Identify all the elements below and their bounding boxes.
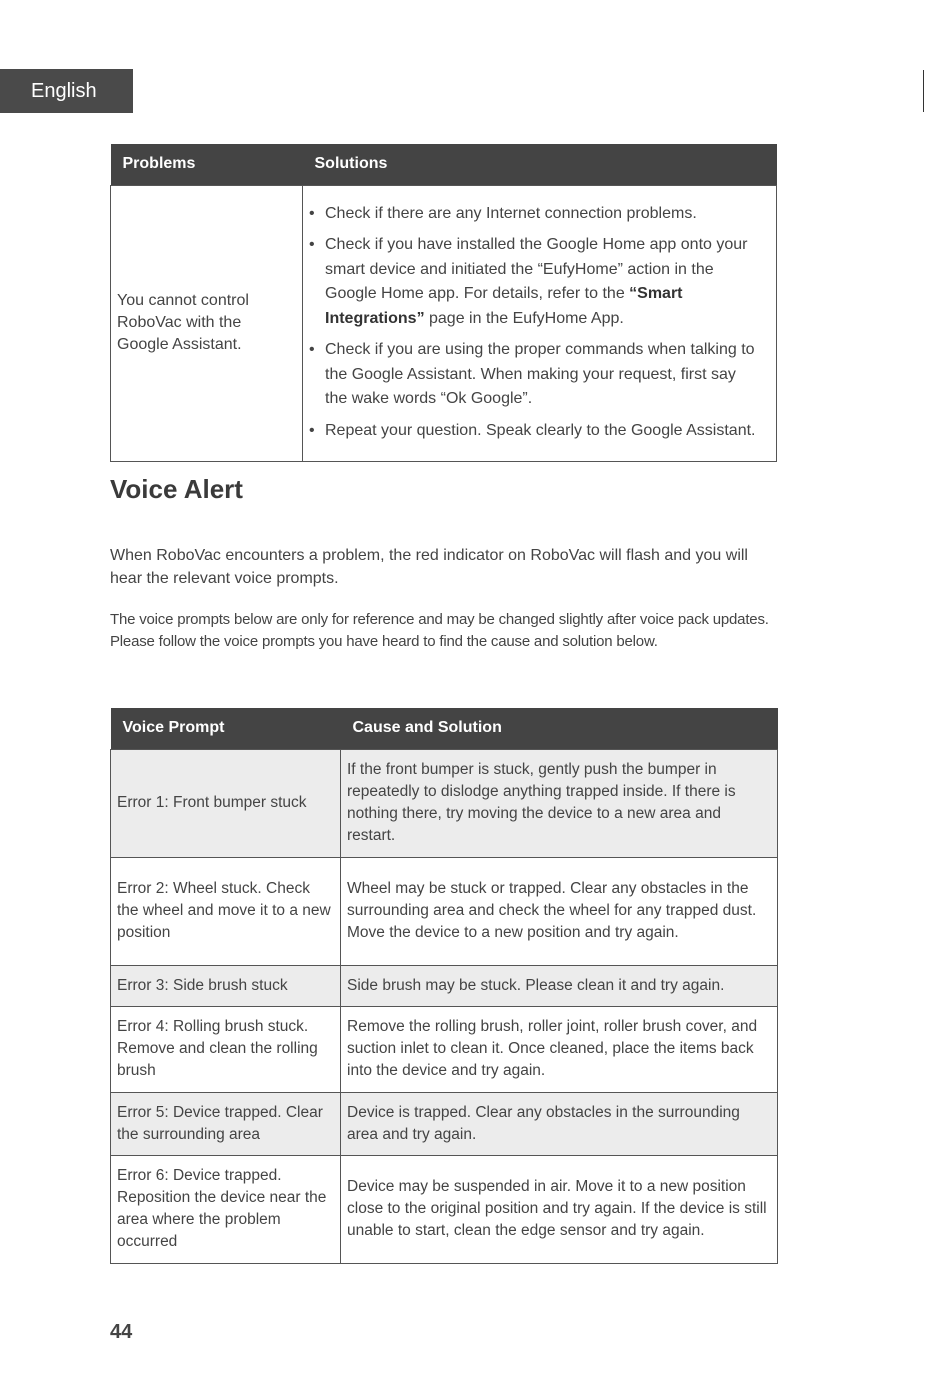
problem-cell: You cannot control RoboVac with the Google Assistant. [111,185,303,461]
table-row [111,1006,778,1092]
table-row [111,965,778,1006]
section-title: Voice Alert [110,474,243,504]
table-row [111,1155,778,1263]
language-tab: English [0,69,133,113]
intro-paragraph: When RoboVac encounters a problem, the red indicator on RoboVac will flash and you will hear the relevant voice prompts. [110,547,748,587]
edge-mark [923,70,924,112]
solution-item: • Check if you are using the proper commands when talking to the Google Assistant. When making your request, first say the wake words “Ok Google”. [319,338,760,412]
solution-item [319,233,760,331]
solutions-cell [303,185,777,461]
table-row [111,1092,778,1155]
problem-row [111,185,777,461]
smart-integrations-ref: “Smart Integrations” [325,285,683,327]
solution-text: Check if you have installed the Google Home app onto your smart device and initiated the “EufyHome” action in the Google Home app. For details, refer to the [325,236,748,303]
prompt-cell: Error 6: Device trapped. Reposition the device near the area where the problem occurred [111,1155,341,1263]
prompt-cell: Error 2: Wheel stuck. Check the wheel and move it to a new position [111,857,341,965]
header-problems: Problems [111,144,303,185]
voice-header-row [111,708,778,749]
table-row [111,749,778,857]
solution-text: page in the EufyHome App. [424,309,624,327]
solution-item: • Repeat your question. Speak clearly to the Google Assistant. [319,419,760,444]
note-paragraph: The voice prompts below are only for reference and may be changed slightly after voice pack updates. Please follow the voice prompts you have heard to find the cause and solution below. [110,611,769,650]
prompt-cell: Error 4: Rolling brush stuck. Remove and clean the rolling brush [111,1006,341,1092]
page-number: 44 [110,1321,133,1343]
solution-cell: Device may be suspended in air. Move it to a new position close to the original position and try again. If the device is still unable to start, clean the edge sensor and try again. [341,1155,778,1263]
header-voice-prompt: Voice Prompt [111,708,341,749]
solution-item: • Check if there are any Internet connection problems. [319,202,760,227]
solution-cell: Side brush may be stuck. Please clean it and try again. [341,965,778,1006]
header-cause-solution: Cause and Solution [341,708,778,749]
header-solutions: Solutions [303,144,777,185]
solutions-list [303,192,776,455]
problems-header-row [111,144,777,185]
solution-cell: Device is trapped. Clear any obstacles in the surrounding area and try again. [341,1092,778,1155]
solution-cell: If the front bumper is stuck, gently push the bumper in repeatedly to dislodge anything trapped inside. If there is nothing there, try moving the device to a new area and restart. [341,749,778,857]
voice-prompt-table [110,708,778,1264]
problems-table [110,144,777,462]
solution-cell: Remove the rolling brush, roller joint, roller brush cover, and suction inlet to clean it. Once cleaned, place the items back into the device and try again. [341,1006,778,1092]
prompt-cell: Error 1: Front bumper stuck [111,749,341,857]
prompt-cell: Error 5: Device trapped. Clear the surrounding area [111,1092,341,1155]
solution-cell: Wheel may be stuck or trapped. Clear any obstacles in the surrounding area and check the wheel for any trapped dust. Move the device to a new position and try again. [341,857,778,965]
table-row [111,857,778,965]
prompt-cell: Error 3: Side brush stuck [111,965,341,1006]
